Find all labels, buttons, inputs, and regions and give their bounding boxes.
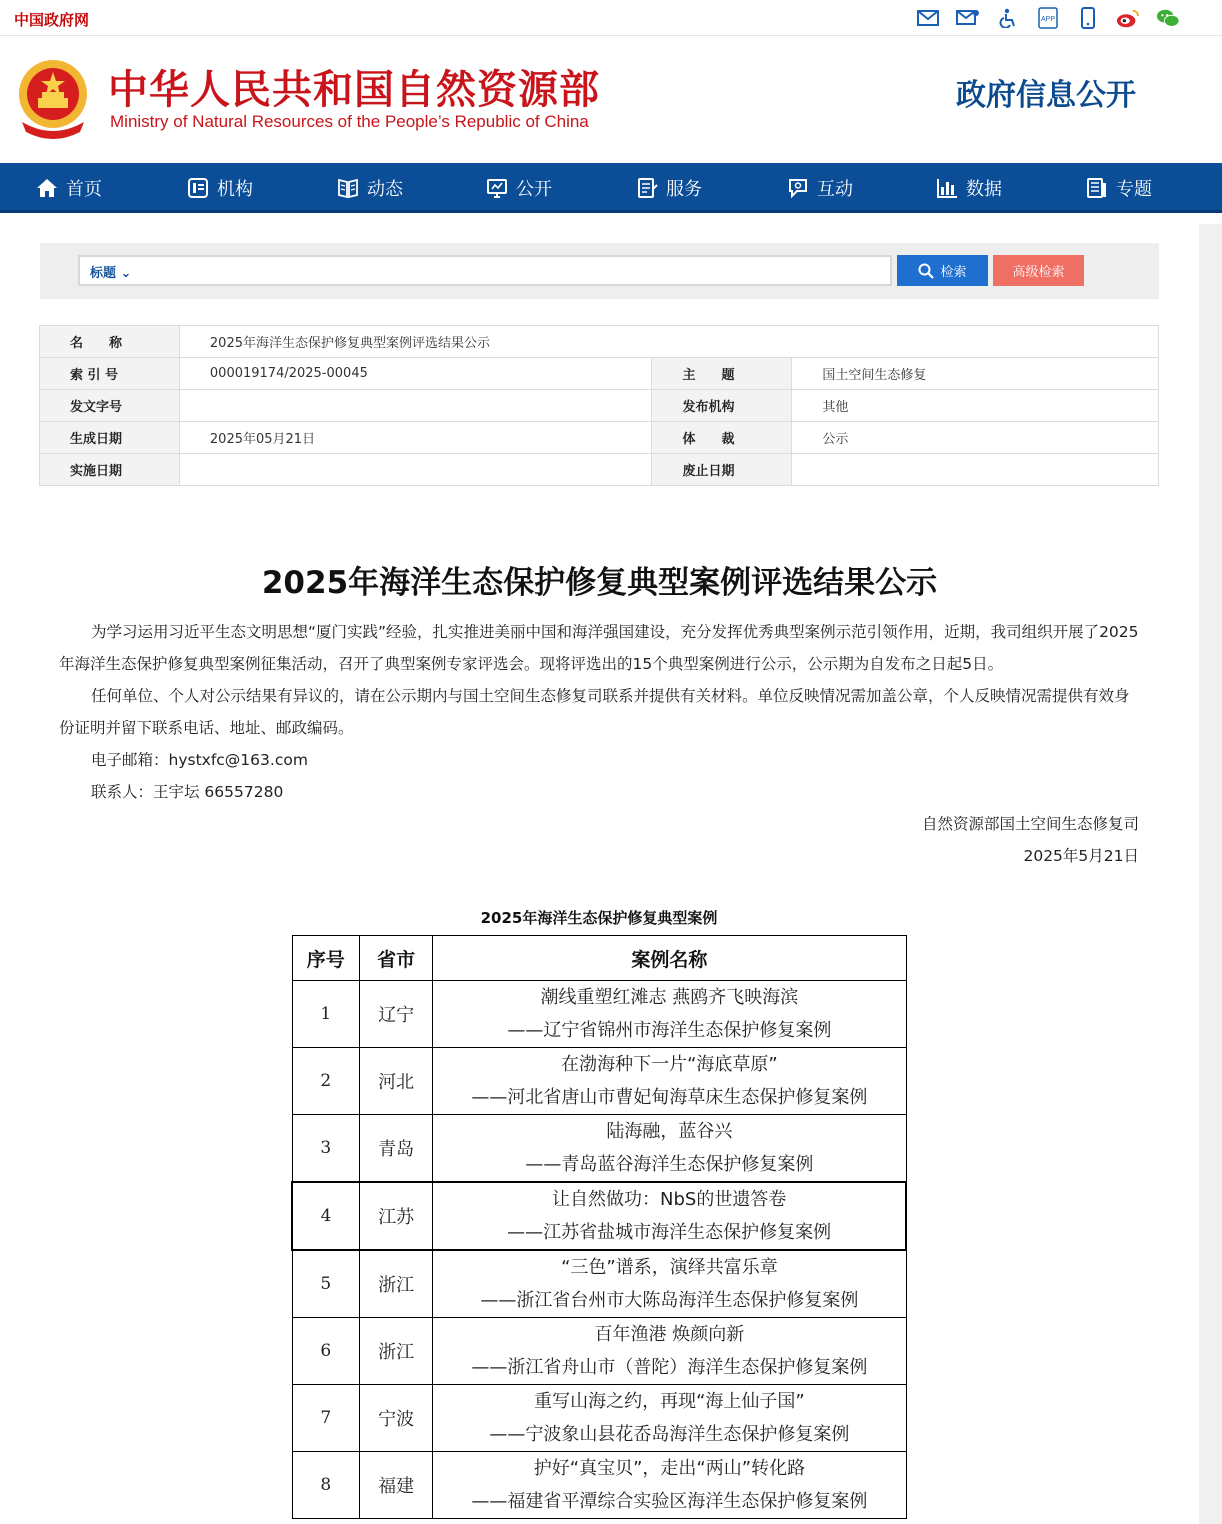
mail-icon[interactable] (916, 6, 940, 30)
search-scope-label: 标题 (90, 266, 117, 281)
accessibility-icon[interactable] (996, 6, 1020, 30)
org-icon (187, 177, 209, 199)
nav-item-interaction[interactable] (787, 163, 853, 213)
meta-key: 主 题 (652, 358, 792, 390)
row-province: 辽宁 (359, 981, 432, 1048)
nav-item-org[interactable] (187, 163, 253, 213)
case-title: 陆海融，蓝谷兴 (606, 1121, 733, 1142)
search-button[interactable] (897, 255, 988, 286)
meta-key: 废止日期 (652, 454, 792, 486)
search-input[interactable] (140, 259, 880, 283)
row-number: 3 (292, 1115, 359, 1183)
row-case-name (433, 1182, 906, 1250)
meta-value: 2025年05月21日 (179, 422, 652, 454)
site-title-en: Ministry of Natural Resources of the People’s Republic of China (110, 112, 589, 131)
article-paragraph-1: 为学习运用习近平生态文明思想“厦门实践”经验，扎实推进美丽中国和海洋强国建设，充分发挥优秀典型案例示范引领作用，近期，我司组织开展了2025年海洋生态保护修复典型案例征集活动，召开了典型案例专家评选会。现将评选出的15个典型案例进行公示，公示期为自发布之日起5日。 (59, 623, 1139, 673)
article-paragraph-2: 任何单位、个人对公示结果有异议的，请在公示期内与国土空间生态修复司联系并提供有关材料。单位反映情况需加盖公章，个人反映情况需提供有效身份证明并留下联系电话、地址、邮政编码。 (59, 687, 1130, 737)
mobile-icon[interactable] (1076, 6, 1100, 30)
app-icon[interactable] (1036, 6, 1060, 30)
meta-key: 体 裁 (652, 422, 792, 454)
meta-key: 发布机构 (652, 390, 792, 422)
row-case-name (433, 981, 906, 1048)
weibo-icon[interactable] (1116, 6, 1140, 30)
row-case-name (433, 1048, 906, 1115)
service-icon (636, 177, 658, 199)
meta-key: 名 称 (40, 326, 180, 358)
table-row (292, 1452, 906, 1519)
meta-value: 2025年海洋生态保护修复典型案例评选结果公示 (179, 326, 1158, 358)
nav-item-disclosure[interactable] (486, 163, 552, 213)
meta-value (179, 390, 652, 422)
row-case-name (433, 1250, 906, 1318)
case-title: 百年渔港 焕颜向新 (594, 1324, 745, 1345)
col-header: 省市 (359, 936, 432, 981)
case-title: “三色”谱系，演绎共富乐章 (561, 1257, 778, 1278)
main-nav (0, 163, 1222, 213)
article-title: 2025年海洋生态保护修复典型案例评选结果公示 (261, 565, 938, 601)
case-subtitle: ——福建省平潭综合实验区海洋生态保护修复案例 (471, 1491, 868, 1512)
chevron-down-icon: ⌄ (120, 266, 132, 281)
search-button-label: 检索 (940, 264, 967, 279)
nav-item-topics[interactable] (1086, 163, 1152, 213)
meta-value: 国土空间生态修复 (792, 358, 1159, 390)
topic-icon (1086, 177, 1108, 199)
gov-portal-link[interactable]: 中国政府网 (14, 11, 90, 29)
case-title: 护好“真宝贝”，走出“两山”转化路 (533, 1458, 806, 1479)
row-number: 4 (292, 1182, 359, 1250)
utility-icons (916, 6, 1180, 30)
search-panel (40, 243, 1159, 299)
page-side-shade (1199, 224, 1222, 1524)
meta-key: 发文字号 (40, 390, 180, 422)
case-subtitle: ——宁波象山县花岙岛海洋生态保护修复案例 (489, 1424, 850, 1445)
advanced-search-button[interactable]: 高级检索 (993, 255, 1084, 286)
table-row (292, 1115, 906, 1183)
row-number: 1 (292, 981, 359, 1048)
case-title: 重写山海之约，再现“海上仙子国” (534, 1391, 805, 1412)
meta-value: 公示 (792, 422, 1159, 454)
meta-key: 索 引 号 (40, 358, 180, 390)
nav-item-home[interactable] (36, 163, 102, 213)
meta-value (792, 454, 1159, 486)
mail-settings-icon[interactable] (956, 6, 980, 30)
col-header: 案例名称 (433, 936, 906, 981)
site-header (0, 36, 1222, 163)
row-province: 青岛 (359, 1115, 432, 1183)
row-number: 5 (292, 1250, 359, 1318)
nav-item-news[interactable] (337, 163, 403, 213)
col-header: 序号 (292, 936, 359, 981)
svg-text:APP: APP (1040, 16, 1056, 23)
meta-key: 实施日期 (40, 454, 180, 486)
nav-label: 服务 (666, 179, 702, 200)
row-province: 宁波 (359, 1385, 432, 1452)
row-number: 7 (292, 1385, 359, 1452)
table-header-row (292, 936, 906, 981)
nav-label: 首页 (66, 179, 102, 200)
nav-item-data[interactable] (936, 163, 1002, 213)
sign-date: 2025年5月21日 (1023, 847, 1139, 865)
nav-label: 互动 (817, 179, 853, 200)
national-emblem-icon (14, 56, 92, 140)
case-subtitle: ——辽宁省锦州市海洋生态保护修复案例 (507, 1020, 832, 1041)
nav-label: 公开 (516, 179, 552, 200)
row-province: 河北 (359, 1048, 432, 1115)
search-icon (918, 263, 934, 279)
row-number: 2 (292, 1048, 359, 1115)
case-title: 在渤海种下一片“海底草原” (561, 1054, 778, 1075)
nav-label: 数据 (966, 179, 1002, 200)
row-province: 江苏 (359, 1182, 432, 1250)
section-title: 政府信息公开 (956, 78, 1136, 113)
chart-icon (936, 177, 958, 199)
home-icon (36, 177, 58, 199)
row-case-name (433, 1318, 906, 1385)
news-icon (337, 177, 359, 199)
table-row (292, 981, 906, 1048)
cases-table (291, 935, 907, 1519)
meta-key: 生成日期 (40, 422, 180, 454)
search-scope-select[interactable] (90, 262, 131, 281)
row-province: 浙江 (359, 1318, 432, 1385)
document-meta-table (39, 325, 1159, 486)
nav-label: 专题 (1116, 179, 1152, 200)
search-field (78, 255, 892, 286)
row-case-name (433, 1115, 906, 1183)
nav-label: 动态 (367, 179, 403, 200)
site-title-cn: 中华人民共和国自然资源部 (108, 67, 600, 113)
row-case-name (433, 1385, 906, 1452)
table-row (292, 1048, 906, 1115)
case-subtitle: ——浙江省台州市大陈岛海洋生态保护修复案例 (480, 1290, 859, 1311)
table-row (292, 1182, 906, 1250)
contact-person: 联系人：王宇坛 66557280 (91, 783, 284, 801)
chat-icon (787, 177, 809, 199)
nav-item-service[interactable] (636, 163, 702, 213)
row-number: 6 (292, 1318, 359, 1385)
case-subtitle: ——江苏省盐城市海洋生态保护修复案例 (507, 1222, 832, 1243)
row-province: 浙江 (359, 1250, 432, 1318)
disclosure-icon (486, 177, 508, 199)
nav-label: 机构 (217, 179, 253, 200)
top-utility-bar (0, 0, 1222, 36)
meta-value (179, 454, 652, 486)
row-province: 福建 (359, 1452, 432, 1519)
case-title: 让自然做功：NbS的世遗答卷 (552, 1189, 787, 1210)
meta-value: 000019174/2025-00045 (179, 358, 652, 390)
case-subtitle: ——浙江省舟山市（普陀）海洋生态保护修复案例 (471, 1357, 868, 1378)
row-number: 8 (292, 1452, 359, 1519)
table-row (292, 1385, 906, 1452)
wechat-icon[interactable] (1156, 6, 1180, 30)
case-subtitle: ——青岛蓝谷海洋生态保护修复案例 (525, 1154, 814, 1175)
meta-value: 其他 (792, 390, 1159, 422)
contact-email: 电子邮箱：hystxfc@163.com (91, 751, 308, 769)
table-caption: 2025年海洋生态保护修复典型案例 (480, 909, 718, 927)
signer: 自然资源部国土空间生态修复司 (921, 815, 1139, 833)
row-case-name (433, 1452, 906, 1519)
table-row (292, 1250, 906, 1318)
table-row (292, 1318, 906, 1385)
case-subtitle: ——河北省唐山市曹妃甸海草床生态保护修复案例 (471, 1087, 868, 1108)
case-title: 潮线重塑红滩志 燕鸥齐飞映海滨 (540, 987, 799, 1008)
